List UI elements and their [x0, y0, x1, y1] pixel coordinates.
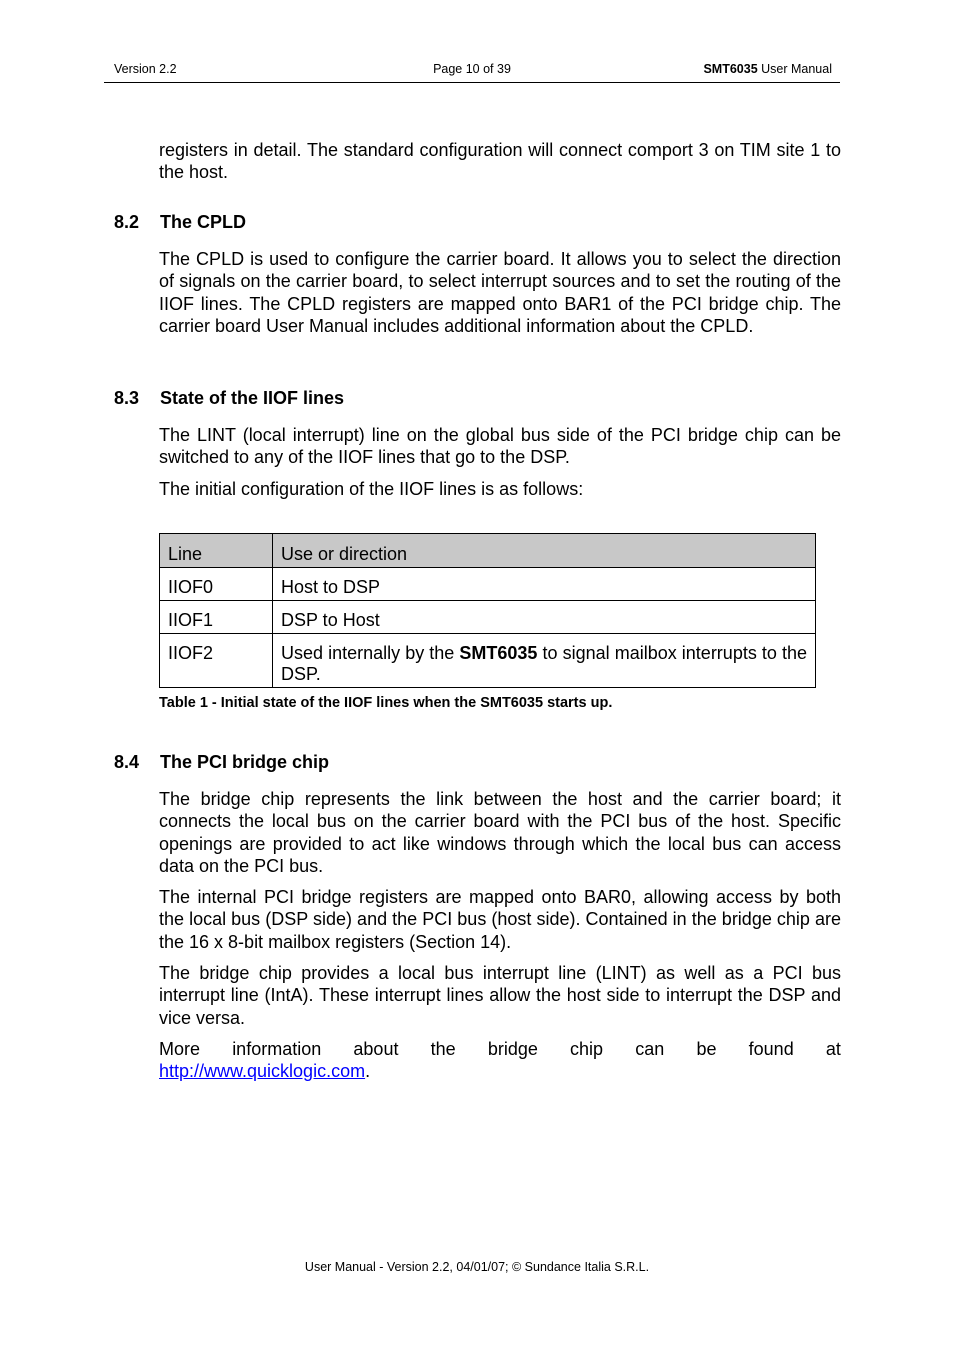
section-8-3-heading	[114, 388, 344, 409]
page-footer: User Manual - Version 2.2, 04/01/07; © Sundance Italia S.R.L.	[304, 1260, 650, 1274]
cell-use: DSP to Host	[273, 601, 816, 634]
word: be	[696, 1039, 717, 1059]
word: the	[430, 1039, 456, 1059]
section-number: 8.4	[114, 752, 140, 772]
table-row	[160, 601, 816, 634]
section-title: The CPLD	[160, 212, 247, 232]
section-8-4-heading	[114, 752, 329, 773]
section-8-2-body: The CPLD is used to configure the carrier board. It allows you to select the direction of signals on the carrier board, to select interrupt sources and to set the routing of the IIOF lines. The CPLD registers are mapped onto BAR1 of the PCI bridge chip. The carrier board User Manual includes additional information about the CPLD.	[159, 249, 841, 336]
quicklogic-link[interactable]: http://www.quicklogic.com	[159, 1061, 366, 1082]
column-header-line: Line	[160, 534, 273, 568]
word: can	[635, 1039, 665, 1059]
table-row	[160, 634, 816, 688]
cell-use	[273, 634, 816, 688]
section-8-4-paragraph-1: The bridge chip represents the link between the host and the carrier board; it connects the local bus on the carrier board with the PCI bus of the host. Specific openings are provided to act like windows through which the local bus can access data on the PCI bus.	[159, 789, 841, 876]
table-header-row	[160, 534, 816, 568]
link-suffix: .	[365, 1061, 371, 1082]
header-version: Version 2.2	[114, 62, 177, 76]
word: information	[232, 1039, 322, 1059]
cell-use: Host to DSP	[273, 568, 816, 601]
section-number: 8.3	[114, 388, 140, 408]
section-number: 8.2	[114, 212, 140, 232]
word: More	[159, 1039, 201, 1059]
page-header	[104, 61, 840, 83]
word: found	[748, 1039, 794, 1059]
column-header-use: Use or direction	[273, 534, 816, 568]
table-row	[160, 568, 816, 601]
section-8-3-paragraph-2: The initial configuration of the IIOF lines is as follows:	[159, 479, 584, 499]
cell-use-text-end: to signal mailbox interrupts to the DSP.	[281, 643, 808, 684]
more-info-line	[159, 1038, 841, 1060]
cell-line: IIOF0	[160, 568, 273, 601]
section-8-4-paragraph-4	[159, 1038, 841, 1083]
cell-use-product: SMT6035	[459, 643, 538, 663]
table-caption: Table 1 - Initial state of the IIOF lines when the SMT6035 starts up.	[159, 695, 613, 711]
word: chip	[570, 1039, 604, 1059]
cell-line: IIOF1	[160, 601, 273, 634]
header-manual-label: User Manual	[757, 62, 832, 76]
section-8-3-paragraph-1: The LINT (local interrupt) line on the global bus side of the PCI bridge chip can be switched to any of the IIOF lines that go to the DSP.	[159, 425, 841, 468]
section-8-2-heading	[114, 212, 246, 233]
section-8-4-paragraph-3: The bridge chip provides a local bus interrupt line (LINT) as well as a PCI bus interrupt line (IntA). These interrupt lines allow the host side to interrupt the DSP and vice versa.	[159, 963, 841, 1028]
header-product: SMT6035	[703, 62, 758, 76]
header-manual-title	[703, 62, 832, 76]
section-8-4-paragraph-2: The internal PCI bridge registers are mapped onto BAR0, allowing access by both the local bus (DSP side) and the PCI bus (host side). Contained in the bridge chip are the 16 x 8-bit mailbox registers (Section 14).	[159, 887, 841, 952]
cell-use-text: Used internally by the	[281, 643, 460, 663]
cell-line: IIOF2	[160, 634, 273, 688]
intro-paragraph: registers in detail. The standard configuration will connect comport 3 on TIM site 1 to the host.	[159, 140, 841, 183]
iiof-table	[159, 533, 816, 688]
link-line	[159, 1060, 841, 1082]
section-title: State of the IIOF lines	[160, 388, 345, 408]
header-page-number: Page 10 of 39	[433, 62, 511, 76]
word: at	[825, 1039, 841, 1059]
word: about	[353, 1039, 399, 1059]
section-title: The PCI bridge chip	[160, 752, 330, 772]
word: bridge	[487, 1039, 538, 1059]
